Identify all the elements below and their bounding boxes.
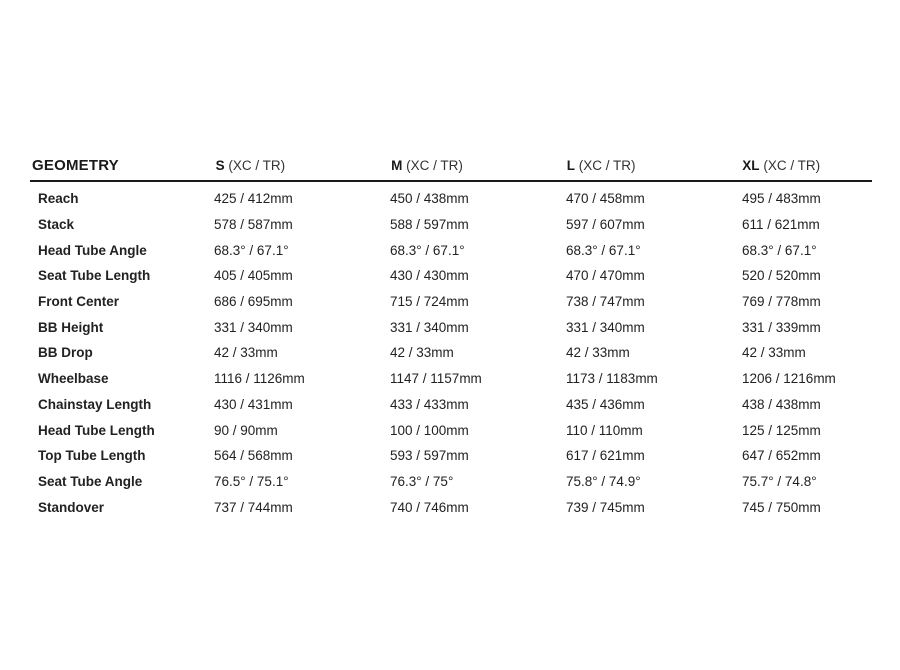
- row-value: 450 / 438mm: [390, 191, 469, 207]
- row-value: 331 / 340mm: [566, 319, 645, 335]
- row-value: 740 / 746mm: [390, 499, 469, 515]
- row-value: 110 / 110mm: [566, 422, 643, 438]
- row-label: Head Tube Length: [38, 422, 155, 438]
- table-row: [30, 186, 872, 212]
- table-header: [30, 150, 872, 182]
- table-row: [30, 392, 872, 418]
- row-value: 611 / 621mm: [742, 217, 820, 233]
- row-label: Head Tube Angle: [38, 242, 147, 258]
- row-label: Seat Tube Angle: [38, 473, 143, 489]
- table-row: [30, 443, 872, 469]
- row-value: 739 / 745mm: [566, 499, 645, 515]
- table-body: [30, 186, 872, 520]
- row-value: 425 / 412mm: [214, 191, 293, 207]
- size-sublabel: (XC / TR): [228, 157, 286, 173]
- row-value: 75.7° / 74.8°: [742, 473, 817, 489]
- row-value: 1147 / 1157mm: [390, 371, 482, 387]
- row-label: Front Center: [38, 294, 119, 310]
- row-label: Reach: [38, 191, 79, 207]
- row-value: 435 / 436mm: [566, 396, 645, 412]
- row-label: Chainstay Length: [38, 396, 152, 412]
- row-value: 76.5° / 75.1°: [214, 473, 289, 489]
- row-value: 520 / 520mm: [742, 268, 821, 284]
- size-label: L: [566, 157, 575, 173]
- table-title: GEOMETRY: [32, 156, 119, 174]
- table-row: [30, 340, 872, 366]
- row-value: 737 / 744mm: [214, 499, 293, 515]
- table-row: [30, 366, 872, 392]
- row-value: 331 / 340mm: [390, 319, 469, 335]
- table-row: [30, 469, 872, 495]
- row-value: 715 / 724mm: [390, 294, 469, 310]
- table-row: [30, 289, 872, 315]
- row-value: 405 / 405mm: [214, 268, 293, 284]
- table-row: [30, 494, 872, 520]
- row-label: Standover: [38, 499, 105, 515]
- row-label: Stack: [38, 217, 75, 233]
- size-label: S: [215, 157, 225, 173]
- table-row: [30, 237, 872, 263]
- row-value: 597 / 607mm: [566, 217, 645, 233]
- row-value: 769 / 778mm: [742, 294, 821, 310]
- row-value: 68.3° / 67.1°: [214, 242, 289, 258]
- size-header-xl: [742, 158, 872, 173]
- size-label: M: [391, 157, 403, 173]
- row-label: Seat Tube Length: [38, 268, 151, 284]
- geometry-table: [30, 150, 872, 520]
- row-value: 593 / 597mm: [390, 448, 469, 464]
- row-value: 430 / 430mm: [390, 268, 469, 284]
- row-value: 617 / 621mm: [566, 448, 645, 464]
- size-header-m: [391, 158, 567, 173]
- row-value: 686 / 695mm: [214, 294, 293, 310]
- row-value: 578 / 587mm: [214, 217, 293, 233]
- size-header-s: [216, 158, 392, 173]
- row-label: Top Tube Length: [38, 448, 146, 464]
- row-value: 42 / 33mm: [214, 345, 278, 361]
- row-value: 42 / 33mm: [390, 345, 454, 361]
- size-sublabel: (XC / TR): [406, 157, 463, 173]
- row-value: 438 / 438mm: [742, 396, 821, 412]
- table-row: [30, 314, 872, 340]
- table-row: [30, 417, 872, 443]
- row-value: 331 / 340mm: [214, 319, 293, 335]
- row-value: 1206 / 1216mm: [742, 371, 836, 387]
- row-value: 430 / 431mm: [214, 396, 293, 412]
- row-value: 564 / 568mm: [214, 448, 293, 464]
- row-value: 738 / 747mm: [566, 294, 645, 310]
- row-value: 647 / 652mm: [742, 448, 821, 464]
- size-header-l: [567, 158, 743, 173]
- row-value: 75.8° / 74.9°: [566, 473, 641, 489]
- row-value: 100 / 100mm: [390, 422, 469, 438]
- row-value: 68.3° / 67.1°: [742, 242, 817, 258]
- row-value: 68.3° / 67.1°: [566, 242, 641, 258]
- row-label: BB Drop: [38, 345, 93, 361]
- table-row: [30, 263, 872, 289]
- row-value: 68.3° / 67.1°: [390, 242, 465, 258]
- row-label: Wheelbase: [38, 371, 109, 387]
- row-value: 470 / 458mm: [566, 191, 645, 207]
- row-value: 745 / 750mm: [742, 499, 821, 515]
- row-value: 42 / 33mm: [566, 345, 630, 361]
- row-value: 76.3° / 75°: [390, 473, 454, 489]
- row-value: 588 / 597mm: [390, 217, 469, 233]
- size-sublabel: (XC / TR): [578, 157, 636, 173]
- row-value: 495 / 483mm: [742, 191, 821, 207]
- row-value: 433 / 433mm: [390, 396, 469, 412]
- row-value: 470 / 470mm: [566, 268, 645, 284]
- row-value: 331 / 339mm: [742, 319, 821, 335]
- table-row: [30, 212, 872, 238]
- row-value: 42 / 33mm: [742, 345, 806, 361]
- row-value: 90 / 90mm: [214, 422, 278, 438]
- row-value: 1116 / 1126mm: [214, 371, 305, 387]
- row-value: 1173 / 1183mm: [566, 371, 658, 387]
- size-sublabel: (XC / TR): [763, 157, 821, 173]
- row-value: 125 / 125mm: [742, 422, 821, 438]
- row-label: BB Height: [38, 319, 104, 335]
- size-label: XL: [742, 157, 760, 173]
